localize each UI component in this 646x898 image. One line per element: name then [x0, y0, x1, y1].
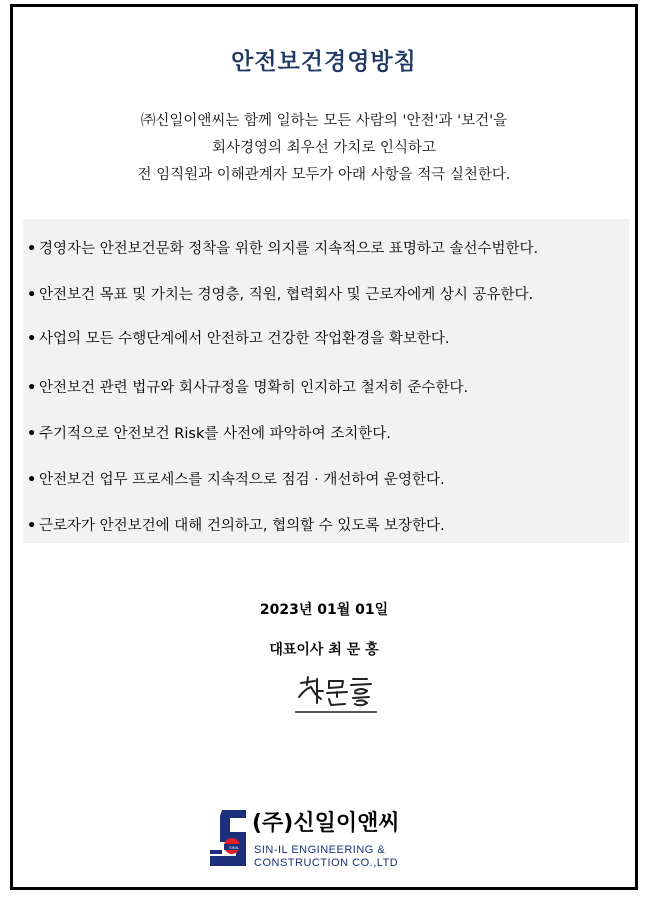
policy-text: 경영자는 안전보건문화 정착을 위한 의지를 지속적으로 표명하고 솔선수범한다.: [39, 241, 539, 257]
policy-item: [27, 514, 445, 535]
policy-item: [27, 327, 449, 348]
policy-item: [27, 283, 533, 304]
document-frame: [10, 4, 638, 890]
company-logo: [208, 810, 418, 872]
policy-text: 안전보건 관련 법규와 회사규정을 명확히 인지하고 철저히 준수한다.: [39, 380, 469, 396]
bullet-icon: •: [27, 472, 37, 488]
intro-line: 회사경영의 최우선 가치로 인식하고: [212, 140, 436, 156]
policy-text: 사업의 모든 수행단계에서 안전하고 건강한 작업환경을 확보한다.: [39, 331, 450, 347]
logo-english-line: SIN-IL ENGINEERING &: [254, 844, 386, 856]
policy-text: 근로자가 안전보건에 대해 건의하고, 협의할 수 있도록 보장한다.: [39, 518, 445, 534]
signature-image: [291, 671, 381, 715]
logo-english-line: CONSTRUCTION CO.,LTD: [254, 857, 399, 869]
bullet-icon: •: [27, 331, 37, 347]
policy-text: 안전보건 업무 프로세스를 지속적으로 점검 · 개선하여 운영한다.: [39, 472, 445, 488]
intro-paragraph: [13, 108, 635, 189]
policy-item: [27, 237, 538, 258]
logo-company-name: (주)신일이앤씨: [252, 811, 400, 836]
bullet-icon: •: [27, 426, 37, 442]
representative-name: 대표이사 최 문 홍: [269, 642, 379, 658]
logo-mark-icon: [208, 810, 252, 866]
bullet-icon: •: [27, 518, 37, 534]
policy-text: 안전보건 목표 및 가치는 경영층, 직원, 협력회사 및 근로자에게 상시 공유한다.: [39, 287, 534, 303]
bullet-icon: •: [27, 241, 37, 257]
intro-line: ㈜신일이앤씨는 함께 일하는 모든 사람의 '안전'과 '보건'을: [140, 113, 508, 129]
policy-list: [23, 219, 629, 543]
policy-item: [27, 468, 445, 489]
policy-text: 주기적으로 안전보건 Risk를 사전에 파악하여 조치한다.: [39, 426, 391, 442]
page-title: 안전보건경영방침: [231, 49, 417, 75]
issue-date: 2023년 01월 01일: [259, 602, 389, 618]
intro-line: 전 임직원과 이해관계자 모두가 아래 사항을 적극 실천한다.: [137, 167, 511, 183]
policy-item: [27, 376, 468, 397]
bullet-icon: •: [27, 380, 37, 396]
bullet-icon: •: [27, 287, 37, 303]
policy-item: [27, 422, 391, 443]
logo-mark-text: SINIL: [228, 845, 240, 850]
